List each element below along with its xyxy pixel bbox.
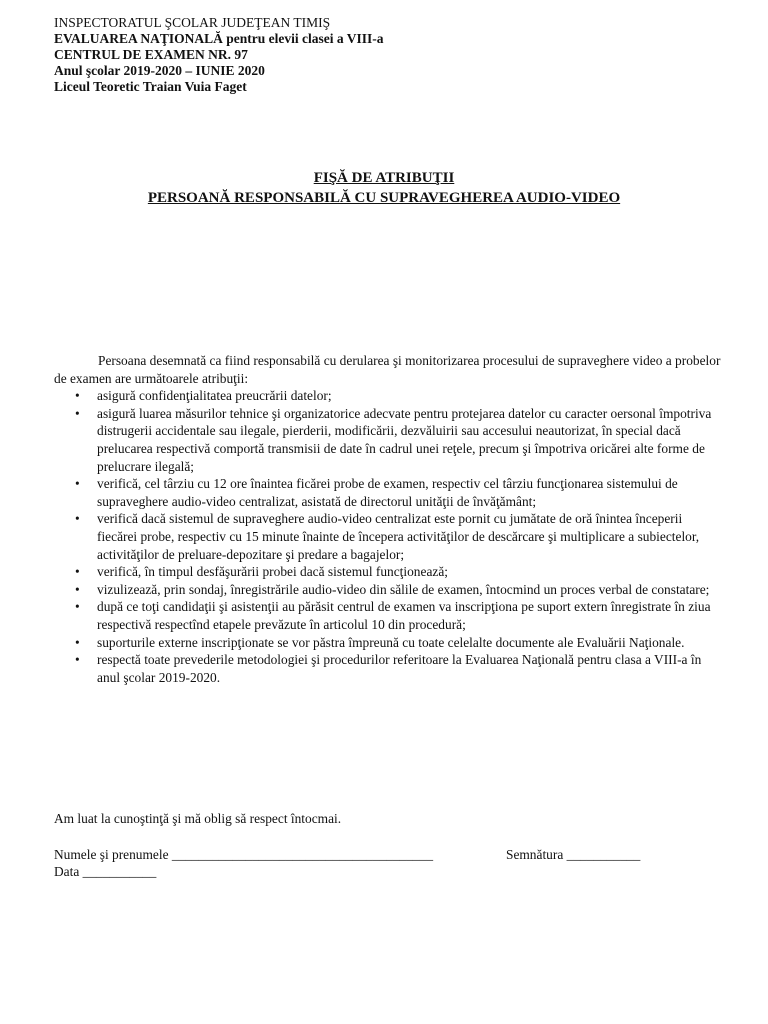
list-item (54, 387, 722, 405)
list-item (54, 634, 722, 652)
signature-field-row (506, 846, 640, 863)
document-body (54, 352, 722, 686)
bullet-icon: • (75, 511, 80, 527)
list-item (54, 405, 722, 475)
bullet-icon: • (75, 388, 80, 404)
bullet-icon: • (75, 476, 80, 492)
name-label: Numele şi prenumele (54, 847, 169, 862)
intro-paragraph: Persoana desemnată ca fiind responsabilă cu derularea şi monitorizarea procesului de supraveghere video a probelor de examen are următoarele atribuţii: (54, 353, 721, 386)
duties-list (54, 387, 722, 686)
duty-text: verifică, în timpul desfăşurării probei dacă sistemul funcţionează; (97, 564, 449, 580)
duty-text: respectă toate prevederile metodologiei şi procedurilor referitoare la Evaluarea Naţională pentru clasa a VIII-a în anul şcolar 2019-2020. (97, 652, 702, 685)
list-item (54, 598, 722, 633)
acknowledgement-statement: Am luat la cunoştinţă şi mă oblig să respect întocmai. (54, 811, 342, 826)
duty-text: vizulizează, prin sondaj, înregistrările audio-video din sălile de examen, întocmind un proces verbal de constatare; (97, 581, 710, 597)
document-title (0, 168, 768, 208)
header-inspectorate: INSPECTORATUL ŞCOLAR JUDEŢEAN TIMIŞ (54, 15, 331, 30)
document-header (54, 15, 384, 95)
date-field-row (54, 863, 156, 880)
bullet-icon: • (75, 599, 80, 615)
duty-text: după ce toţi candidaţii şi asistenţii au părăsit centrul de examen va inscripţiona pe suport extern înregistrate în ziua respectivă respectînd etapele prevăzute în articolul 10 din procedură; (97, 599, 711, 632)
duty-text: asigură confidenţialitatea preucrării datelor; (97, 388, 332, 404)
bullet-icon: • (75, 581, 80, 597)
title-line-2: PERSOANĂ RESPONSABILĂ CU SUPRAVEGHEREA AUDIO-VIDEO (147, 190, 621, 206)
bullet-icon: • (75, 634, 80, 650)
list-item (54, 651, 722, 686)
list-item (54, 581, 722, 599)
list-item (54, 563, 722, 581)
signature-label: Semnătura (506, 847, 564, 862)
header-school-year: Anul şcolar 2019-2020 – IUNIE 2020 (54, 63, 265, 78)
signature-blank-line: ___________ (566, 847, 641, 862)
date-blank-line: ___________ (82, 864, 157, 879)
title-line-1: FIŞĂ DE ATRIBUŢII (313, 170, 455, 186)
list-item (54, 475, 722, 510)
header-evaluation: EVALUAREA NAŢIONALĂ pentru elevii clasei a VIII-a (54, 31, 384, 46)
bullet-icon: • (75, 405, 80, 421)
bullet-icon: • (75, 564, 80, 580)
date-label: Data (54, 864, 80, 879)
name-blank-line: _______________________________________ (171, 847, 434, 862)
duty-text: asigură luarea măsurilor tehnice şi organizatorice adecvate pentru protejarea datelor cu caracter oersonal împotriva distrugerii accidentale sau ilegale, pierderii, modificării, dezvăluirii sau accesului neautorizat, în special dacă prelucarea respectivă comportă transmisii de date în cadrul unei reţele, precum şi împotriva oricărei alte forme de prelucrare ilegală; (97, 405, 712, 474)
header-exam-center: CENTRUL DE EXAMEN NR. 97 (54, 47, 248, 62)
duty-text: verifică, cel târziu cu 12 ore înaintea ficărei probe de examen, respectiv cel târziu funcţionarea sistemului de supraveghere audio-video centralizat, asistată de directorul unităţii de învăţământ; (97, 476, 678, 509)
bullet-icon: • (75, 652, 80, 668)
duty-text: suporturile externe inscripţionate se vor păstra împreună cu toate celelalte documente ale Evaluării Naţionale. (97, 634, 685, 650)
header-school-name: Liceul Teoretic Traian Vuia Faget (54, 79, 247, 94)
duty-text: verifică dacă sistemul de supraveghere audio-video centralizat este pornit cu jumătate de oră înintea începerii fiecărei probe, respectiv cu 15 minute înainte de începera activităţilor de descărcare şi multiplicare a subiectelor, activităţilor de preluare-depozitare şi predare a bagajelor; (97, 511, 700, 562)
list-item (54, 510, 722, 563)
name-field-row (54, 846, 433, 863)
